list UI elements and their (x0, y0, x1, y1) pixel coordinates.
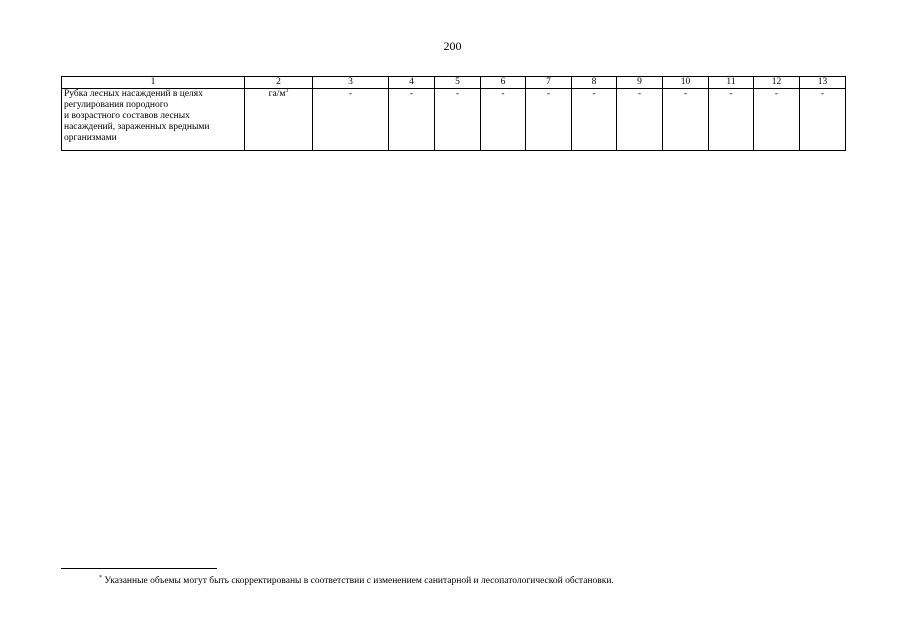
value-cell: - (709, 89, 754, 151)
unit-superscript: 3 (285, 87, 289, 94)
column-header: 9 (617, 77, 663, 89)
column-header: 12 (754, 77, 800, 89)
value-cell: - (800, 89, 846, 151)
value-cell: - (389, 89, 435, 151)
table-row (62, 89, 846, 151)
row-label (62, 89, 245, 151)
page-number: 200 (443, 39, 462, 53)
column-header: 13 (800, 77, 846, 89)
value-cell: - (481, 89, 526, 151)
row-label-line: регулирования породного (64, 100, 169, 110)
unit-cell (245, 89, 313, 151)
column-header: 7 (526, 77, 572, 89)
footnote-marker: * (99, 574, 102, 581)
value-cell: - (617, 89, 663, 151)
value-cell: - (572, 89, 617, 151)
footnote (99, 576, 614, 586)
volumes-table (61, 76, 846, 151)
value-cell: - (754, 89, 800, 151)
column-header: 3 (313, 77, 389, 89)
column-header: 4 (389, 77, 435, 89)
row-label-line: организмами (64, 133, 117, 143)
column-header: 8 (572, 77, 617, 89)
column-header: 5 (435, 77, 481, 89)
column-header: 6 (481, 77, 526, 89)
value-cell: - (526, 89, 572, 151)
row-label-line: и возрастного составов лесных (64, 111, 190, 121)
value-cell: - (313, 89, 389, 151)
value-cell: - (435, 89, 481, 151)
header-row (62, 77, 846, 89)
row-label-line: насаждений, зараженных вредными (64, 122, 210, 132)
footnote-text: Указанные объемы могут быть скорректированы в соответствии с изменением санитарной и лесопатологической обстановки. (102, 576, 614, 586)
column-header: 2 (245, 77, 313, 89)
column-header: 11 (709, 77, 754, 89)
footnote-divider (61, 568, 217, 569)
column-header: 1 (62, 77, 245, 89)
row-label-line: Рубка лесных насаждений в целях (64, 89, 203, 99)
column-header: 10 (663, 77, 709, 89)
unit-text: га/м (268, 89, 286, 99)
value-cell: - (663, 89, 709, 151)
